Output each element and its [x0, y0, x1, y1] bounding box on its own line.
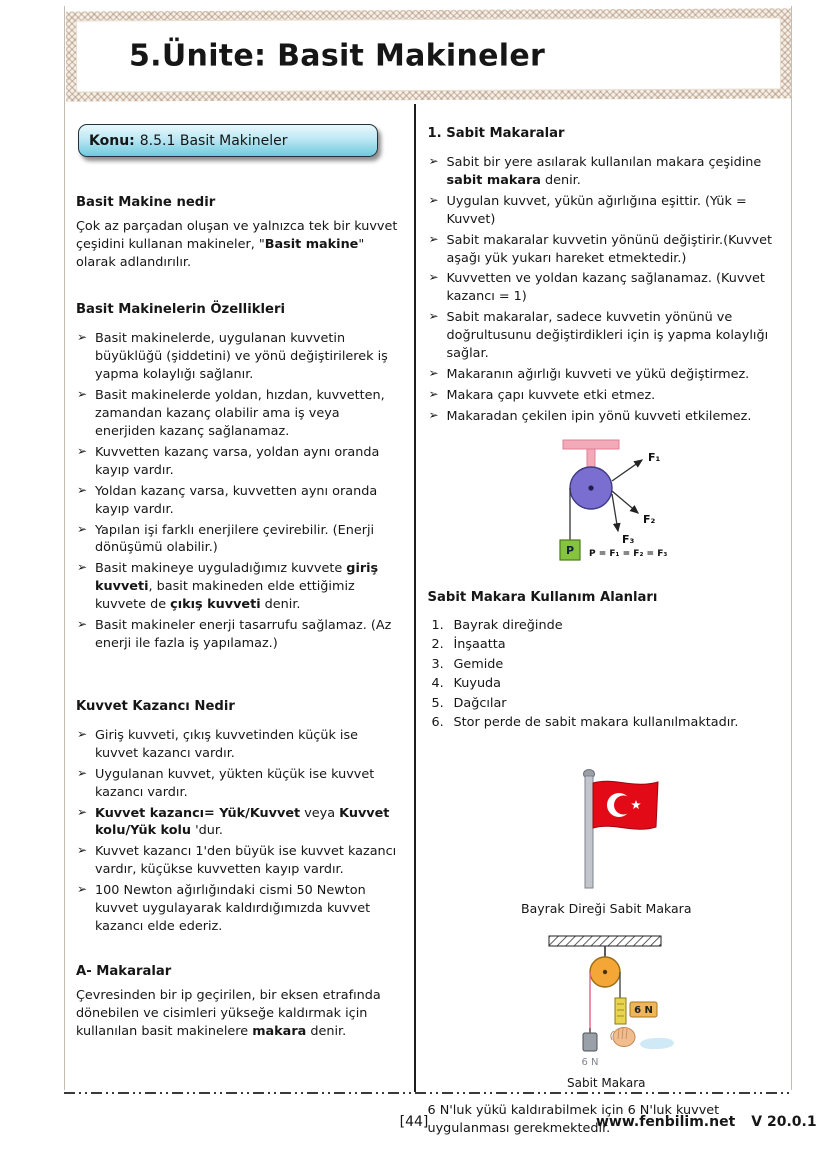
item-number: 6. [431, 715, 444, 731]
item-number: 3. [431, 656, 444, 672]
kullanim-list [428, 617, 786, 733]
list-item [76, 522, 404, 558]
list-item [432, 695, 786, 714]
force-value-label: 6 N [634, 1004, 654, 1016]
item-text: Stor perde de sabit makara kullanılmaktadır. [453, 715, 739, 731]
load-label: P [566, 543, 575, 557]
list-item-text: Uygulan kuvvet, yükün ağırlığına eşittir. (Yük = Kuvvet) [446, 193, 747, 227]
bullet-arrow-icon: ➢ [77, 882, 88, 897]
fixed-pulley-6n-figure [511, 932, 701, 1076]
six-newton-paragraph: 6 N'luk yükü kaldırabilmek için 6 N'luk kuvvet uygulanması gerekmektedir. [427, 1102, 720, 1137]
list-item [76, 805, 404, 841]
pulley-axle [603, 970, 607, 974]
bullet-arrow-icon: ➢ [77, 804, 88, 819]
bullet-arrow-icon: ➢ [428, 407, 439, 422]
list-item [76, 444, 404, 480]
flagpole-figure [526, 767, 686, 897]
bullet-arrow-icon: ➢ [77, 617, 88, 632]
bullet-arrow-icon: ➢ [77, 560, 88, 575]
makaralar-paragraph: Çevresinden bir ip geçirilen, bir eksen etrafında dönebilen ve cisimleri yükseğe kaldırmak için kullanılan basit makinelere makara denir. [76, 987, 381, 1040]
fixed-pulley-forces-figure [491, 434, 721, 588]
bullet-arrow-icon: ➢ [77, 521, 88, 536]
page-edge-right [791, 6, 792, 1090]
dynamometer [615, 998, 626, 1024]
ozellikler-list [76, 330, 404, 652]
list-item [428, 309, 786, 363]
crescent-inner [614, 795, 633, 814]
list-item-text: Basit makineye uyguladığımız kuvvete giriş kuvveti, basit makineden elde ettiğimiz kuvvete de çıkış kuvveti denir. [95, 561, 379, 613]
bullet-arrow-icon: ➢ [428, 231, 439, 246]
list-item [432, 675, 786, 694]
flagpole-diagram [526, 767, 686, 893]
unit-title-inner [76, 17, 781, 92]
list-item [428, 366, 786, 384]
list-item [432, 617, 786, 636]
bullet-arrow-icon: ➢ [428, 365, 439, 380]
list-item [76, 843, 404, 879]
kuvvet-kazanci-list [76, 727, 404, 936]
pulley-equation: P = F₁ = F₂ = F₃ [589, 548, 668, 559]
bullet-arrow-icon: ➢ [77, 387, 88, 402]
bullet-arrow-icon: ➢ [428, 309, 439, 324]
list-item [428, 232, 786, 268]
list-item [76, 560, 404, 614]
list-item-text: Makaradan çekilen ipin yönü kuvveti etkilemez. [446, 408, 752, 424]
list-item [76, 617, 404, 653]
page-number: [44] [399, 1114, 429, 1130]
force-label-f2: F₂ [643, 512, 656, 526]
force-label-f3: F₃ [622, 532, 635, 546]
item-text: Bayrak direğinde [453, 617, 563, 633]
heading-kullanim-alanlari: Sabit Makara Kullanım Alanları [427, 589, 658, 605]
list-item-text: Uygulanan kuvvet, yükten küçük ise kuvvet kazancı vardır. [95, 766, 375, 800]
list-item-text: Sabit makaralar, sadece kuvvetin yönünü ve doğrultusunu değiştirdikleri için iş yapma kolaylığı sağlar. [446, 310, 769, 362]
item-text: Dağcılar [453, 695, 507, 711]
list-item [76, 387, 404, 441]
list-item [432, 656, 786, 675]
list-item-text: Makaranın ağırlığı kuvveti ve yükü değiştirmez. [446, 366, 750, 382]
site-credit [596, 1114, 817, 1130]
list-item-text: Kuvvet kazancı= Yük/Kuvvet veya Kuvvet kolu/Yük kolu 'dur. [95, 805, 390, 839]
bullet-arrow-icon: ➢ [77, 330, 88, 345]
list-item-text: Sabit bir yere asılarak kullanılan makara çeşidine sabit makara denir. [446, 155, 762, 188]
heading-sabit-makaralar: 1. Sabit Makaralar [427, 126, 565, 141]
list-item [76, 727, 404, 763]
ceiling-bar [549, 936, 661, 946]
fixed-pulley-6n-diagram [511, 932, 701, 1072]
item-number: 2. [431, 637, 444, 653]
item-number: 4. [431, 676, 444, 692]
bullet-arrow-icon: ➢ [77, 482, 88, 497]
bullet-arrow-icon: ➢ [428, 192, 439, 207]
load-value-label: 6 N [581, 1056, 599, 1068]
list-item [76, 330, 404, 384]
topic-value: 8.5.1 Basit Makineler [139, 132, 288, 149]
basit-makine-paragraph: Çok az parçadan oluşan ve yalnızca tek bir kuvvet çeşidini kullanan makineler, "Basit makine" olarak adlandırılır. [76, 219, 398, 271]
sabit-makara-list [428, 154, 786, 426]
item-number: 5. [431, 695, 444, 711]
force-label-f1: F₁ [648, 450, 661, 464]
list-item [432, 636, 786, 655]
site-url: www.fenbilim.net [596, 1114, 736, 1130]
list-item-text: Yoldan kazanç varsa, kuvvetten aynı oranda kayıp vardır. [95, 483, 378, 517]
hand-icon [611, 1027, 635, 1046]
list-item-text: Giriş kuvveti, çıkış kuvvetinden küçük ise kuvvet kazancı vardır. [95, 727, 359, 761]
item-text: Kuyuda [453, 676, 502, 692]
support-stem [587, 449, 595, 469]
footer-dash-rule [64, 1092, 791, 1094]
bullet-arrow-icon: ➢ [77, 443, 88, 458]
left-column [66, 104, 414, 1092]
page-edge-left [64, 6, 65, 1090]
unit-title-band [66, 8, 791, 101]
list-item-text: Basit makinelerde yoldan, hızdan, kuvvetten, zamandan kazanç olabilir ama iş veya enerjiden kazanç sağlanamaz. [95, 388, 385, 439]
pulley-caption: Sabit Makara [566, 1075, 646, 1090]
flag-pole [585, 776, 593, 888]
bullet-arrow-icon: ➢ [428, 386, 439, 401]
item-text: Gemide [453, 656, 504, 672]
support-bar [563, 440, 619, 449]
list-item [76, 882, 404, 936]
list-item [428, 154, 786, 190]
list-item [428, 387, 786, 405]
list-item-text: Basit makinelerde, uygulanan kuvvetin büyüklüğü (şiddetini) ve yönü değiştirilerek iş yapma kolaylığı sağlanır. [95, 331, 388, 383]
unit-title: 5.Ünite: Basit Makineler [129, 37, 546, 73]
list-item-text: 100 Newton ağırlığındaki cismi 50 Newton kuvvet uygulayarak kaldırdığımızda kuvvet kazancı elde ederiz. [95, 883, 371, 934]
bullet-arrow-icon: ➢ [428, 154, 439, 168]
item-text: İnşaatta [453, 637, 506, 653]
list-item-text: Yapılan işi farklı enerjilere çevirebilir. (Enerji dönüşümü olabilir.) [95, 522, 375, 556]
list-item [428, 408, 786, 426]
list-item [76, 766, 404, 802]
footer [0, 1114, 828, 1140]
heading-makaralar: A- Makaralar [76, 963, 172, 979]
heading-ozellikler: Basit Makinelerin Özellikleri [76, 302, 285, 318]
list-item [76, 483, 404, 519]
topic-badge [78, 124, 378, 157]
site-version: V 20.0.1 [751, 1114, 817, 1130]
list-item-text: Kuvvetten ve yoldan kazanç sağlanamaz. (Kuvvet kazancı = 1) [446, 271, 765, 305]
list-item [428, 270, 786, 306]
list-item-text: Makara çapı kuvvete etki etmez. [446, 387, 656, 403]
list-item [432, 714, 786, 733]
list-item-text: Kuvvetten kazanç varsa, yoldan aynı oranda kayıp vardır. [95, 444, 380, 478]
item-number: 1. [431, 617, 444, 633]
force-arrow-f2 [612, 491, 638, 513]
pulley-axle [589, 485, 594, 490]
force-arrow-f1 [612, 460, 642, 481]
bullet-arrow-icon: ➢ [428, 270, 439, 285]
list-item [428, 193, 786, 229]
topic-label: Konu: [89, 132, 135, 149]
weight [583, 1033, 597, 1051]
heading-basit-makine-nedir: Basit Makine nedir [76, 195, 216, 210]
list-item-text: Kuvvet kazancı 1'den büyük ise kuvvet kazancı vardır, küçükse kuvvetten kayıp vardır. [95, 844, 397, 878]
heading-kuvvet-kazanci: Kuvvet Kazancı Nedir [76, 698, 235, 714]
fixed-pulley-forces-diagram [491, 434, 721, 584]
bullet-arrow-icon: ➢ [77, 765, 88, 780]
list-item-text: Basit makineler enerji tasarrufu sağlamaz. (Az enerji ile fazla iş yapılamaz.) [95, 618, 392, 651]
bullet-arrow-icon: ➢ [77, 843, 88, 858]
force-arrow-f3 [612, 494, 618, 531]
list-item-text: Sabit makaralar kuvvetin yönünü değiştirir.(Kuvvet aşağı yük yukarı hareket etmektedir.) [446, 232, 772, 266]
bullet-arrow-icon: ➢ [77, 726, 88, 741]
flag-caption: Bayrak Direği Sabit Makara [521, 900, 692, 916]
